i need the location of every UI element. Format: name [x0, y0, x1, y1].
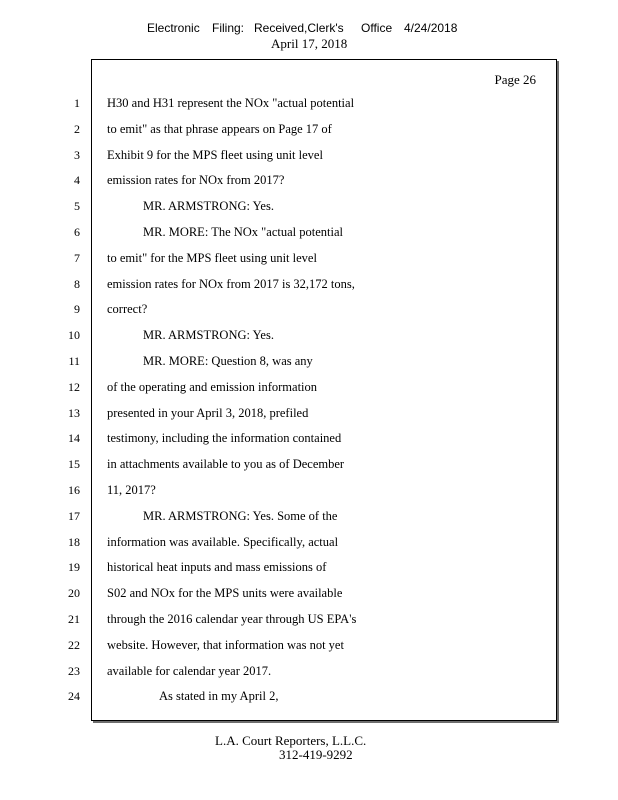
line-number: 1 [74, 96, 80, 110]
transcript-line: As stated in my April 2, [159, 689, 279, 703]
transcript-line: correct? [107, 302, 148, 316]
transcript-line: emission rates for NOx from 2017? [107, 173, 285, 187]
transcript-line: MR. ARMSTRONG: Yes. Some of the [143, 509, 338, 523]
line-number: 12 [68, 380, 80, 394]
line-number: 2 [74, 122, 80, 136]
transcript-line: MR. ARMSTRONG: Yes. [143, 199, 274, 213]
transcript-line: to emit" as that phrase appears on Page 17 of [107, 122, 332, 136]
transcript-date: April 17, 2018 [271, 36, 348, 51]
transcript-line: available for calendar year 2017. [107, 664, 272, 678]
line-number: 20 [68, 586, 80, 600]
transcript-line: MR. MORE: Question 8, was any [143, 354, 313, 368]
line-number: 4 [74, 173, 80, 187]
filing-word: 4/24/2018 [404, 21, 458, 35]
line-number: 3 [74, 148, 80, 162]
filing-word: Filing: [212, 21, 245, 35]
filing-word: Received,Clerk's [254, 21, 344, 35]
transcript-line: to emit" for the MPS fleet using unit level [107, 251, 317, 265]
filing-word: Electronic [147, 21, 200, 35]
transcript-line: S02 and NOx for the MPS units were available [107, 586, 343, 600]
line-number: 14 [68, 431, 80, 445]
transcript-line: historical heat inputs and mass emissions of [107, 560, 327, 574]
line-number: 13 [68, 406, 80, 420]
transcript-line: presented in your April 3, 2018, prefiled [107, 406, 309, 420]
line-number: 11 [68, 354, 80, 368]
transcript-line: in attachments available to you as of December [107, 457, 345, 471]
line-number: 21 [68, 612, 80, 626]
transcript-line: Exhibit 9 for the MPS fleet using unit level [107, 148, 323, 162]
line-number: 10 [68, 328, 80, 342]
transcript-line: through the 2016 calendar year through US EPA's [107, 612, 357, 626]
line-number: 9 [74, 302, 80, 316]
line-number: 15 [68, 457, 80, 471]
line-number: 19 [68, 560, 80, 574]
line-number: 5 [74, 199, 80, 213]
transcript-line: testimony, including the information contained [107, 431, 342, 445]
line-number: 17 [68, 509, 80, 523]
transcript-line: H30 and H31 represent the NOx "actual potential [107, 96, 355, 110]
line-number: 16 [68, 483, 80, 497]
line-number: 22 [68, 638, 80, 652]
court-reporter-phone: 312-419-9292 [279, 747, 353, 762]
transcript-line: MR. ARMSTRONG: Yes. [143, 328, 274, 342]
line-number: 6 [74, 225, 80, 239]
filing-stamp [0, 20, 618, 36]
line-number: 8 [74, 277, 80, 291]
line-number: 23 [68, 664, 80, 678]
line-number: 7 [74, 251, 80, 265]
transcript-line: MR. MORE: The NOx "actual potential [143, 225, 343, 239]
transcript-line: 11, 2017? [107, 483, 156, 497]
transcript-line: information was available. Specifically, actual [107, 535, 339, 549]
line-number: 24 [68, 689, 80, 703]
transcript-line: of the operating and emission information [107, 380, 318, 394]
transcript-line: emission rates for NOx from 2017 is 32,172 tons, [107, 277, 355, 291]
transcript-line: website. However, that information was not yet [107, 638, 344, 652]
line-number: 18 [68, 535, 80, 549]
page-number: Page 26 [494, 72, 536, 87]
court-reporter-name: L.A. Court Reporters, L.L.C. [215, 733, 367, 748]
filing-word: Office [361, 21, 393, 35]
